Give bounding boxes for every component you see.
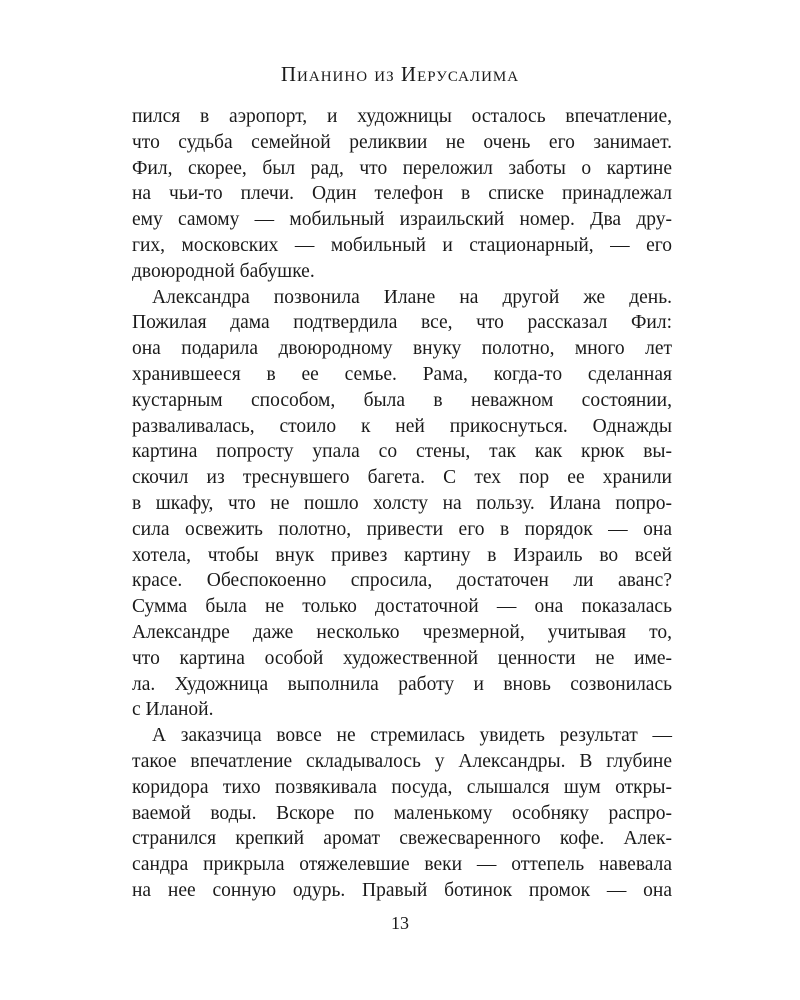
text-line: на нее сонную одурь. Правый ботинок промок — она	[132, 879, 672, 901]
text-line: скочил из треснувшего багета. С тех пор ее хранили	[132, 467, 672, 489]
text-line: такое впечатление складывалось у Александры. В глубине	[132, 750, 672, 772]
text-line: она подарила двоюродному внуку полотно, много лет	[132, 338, 672, 360]
text-line: на чьи-то плечи. Один телефон в списке принадлежал	[132, 183, 672, 205]
text-line: картина попросту упала со стены, так как крюк вы-	[132, 441, 672, 463]
text-line: странился крепкий аромат свежесваренного кофе. Алек-	[132, 828, 672, 850]
text-line: разваливалась, стоило к ней прикоснуться. Однажды	[132, 415, 672, 437]
text-line: хранившееся в ее семье. Рама, когда-то сделанная	[132, 363, 672, 385]
running-title: Пианино из Иерусалима	[280, 62, 520, 86]
text-line: гих, московских — мобильный и стационарный, — его	[132, 234, 672, 256]
text-line: Александра позвонила Илане на другой же день.	[152, 286, 672, 308]
text-line: в шкафу, что не пошло холсту на пользу. Илана попро-	[132, 492, 672, 514]
text-line: А заказчица вовсе не стремилась увидеть результат —	[152, 725, 672, 747]
text-line: что картина особой художественной ценности не име-	[132, 647, 672, 669]
text-line: сила освежить полотно, привести его в порядок — она	[132, 518, 672, 540]
text-line: Сумма была не только достаточной — она показалась	[132, 596, 672, 618]
text-line: с Иланой.	[132, 699, 214, 721]
page-text	[132, 104, 672, 904]
text-line: Александре даже несколько чрезмерной, учитывая то,	[132, 621, 672, 643]
text-line: что судьба семейной реликвии не очень его занимает.	[132, 131, 672, 153]
text-line: двоюродной бабушке.	[132, 260, 315, 282]
text-line: красе. Обеспокоенно спросила, достаточен ли аванс?	[132, 570, 672, 592]
text-line: Фил, скорее, был рад, что переложил заботы о картине	[132, 157, 672, 179]
text-line: пился в аэропорт, и художницы осталось впечатление,	[132, 106, 672, 127]
text-line: сандра прикрыла отяжелевшие веки — оттепель навевала	[132, 854, 672, 876]
text-line: хотела, чтобы внук привез картину в Израиль во всей	[132, 544, 672, 566]
text-line: Пожилая дама подтвердила все, что рассказал Фил:	[132, 312, 672, 334]
text-line: ему самому — мобильный израильский номер. Два дру-	[132, 209, 672, 231]
page-number: 13	[391, 913, 409, 933]
text-line: коридора тихо позвякивала посуда, слышался шум откры-	[132, 776, 672, 798]
text-line: ла. Художница выполнила работу и вновь созвонилась	[132, 673, 672, 695]
text-line: кустарным способом, была в неважном состоянии,	[132, 389, 672, 411]
text-line: ваемой воды. Вскоре по маленькому особняку распро-	[132, 802, 672, 824]
